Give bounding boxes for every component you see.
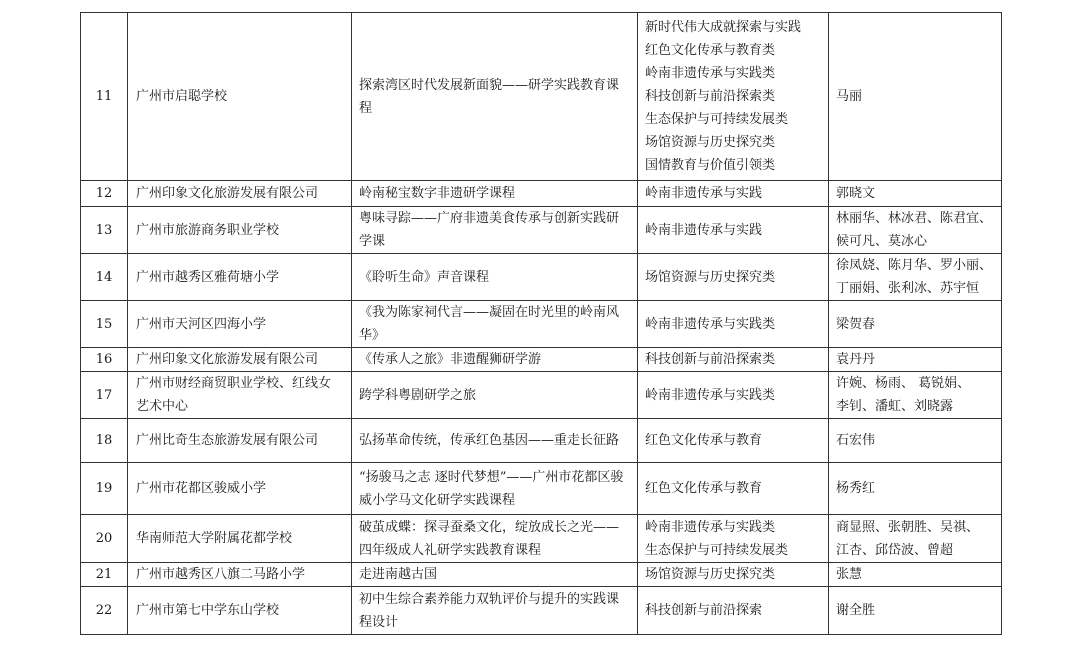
cell-category-line: 场馆资源与历史探究类 [645, 269, 776, 285]
cell-people-line: 杨秀红 [836, 481, 876, 496]
cell-category [638, 515, 829, 563]
cell-category-line: 科技创新与前沿探索 [645, 603, 763, 618]
cell-people [829, 419, 1002, 463]
cell-course [352, 348, 638, 372]
cell-course-line: “扬骏马之志 逐时代梦想”——广州市花都区骏威小学马文化研学实践课程 [359, 469, 624, 508]
cell-people-line: 李钊、潘虹、刘晓露 [836, 399, 954, 414]
table-row [81, 207, 1002, 254]
cell-people [829, 463, 1002, 515]
table-row [81, 181, 1002, 207]
table-row [81, 587, 1002, 635]
cell-number: 15 [81, 301, 128, 348]
cell-school: 广州印象文化旅游发展有限公司 [128, 348, 352, 372]
cell-category-line: 科技创新与前沿探索类 [645, 352, 776, 367]
cell-people-line: 林丽华、林冰君、陈君宜、 [836, 211, 993, 226]
cell-number: 20 [81, 515, 128, 563]
cell-course-line: 走进南越古国 [359, 567, 438, 582]
table-row [81, 419, 1002, 463]
cell-category-line: 场馆资源与历史探究类 [645, 135, 776, 150]
cell-category [638, 301, 829, 348]
cell-people [829, 181, 1002, 207]
cell-people-line: 马丽 [836, 89, 863, 104]
cell-category-line: 岭南非遗传承与实践类 [645, 519, 776, 535]
table-row [81, 515, 1002, 563]
cell-category-line: 岭南非遗传承与实践 [645, 222, 763, 238]
cell-people [829, 254, 1002, 301]
cell-school: 广州市天河区四海小学 [128, 301, 352, 348]
cell-number: 18 [81, 419, 128, 463]
cell-course-line: 岭南秘宝数字非遗研学课程 [359, 186, 516, 201]
cell-school: 广州印象文化旅游发展有限公司 [128, 181, 352, 207]
cell-course [352, 13, 638, 181]
cell-number: 13 [81, 207, 128, 254]
cell-school: 广州市越秀区雅荷塘小学 [128, 254, 352, 301]
cell-people [829, 301, 1002, 348]
cell-number: 19 [81, 463, 128, 515]
table-row [81, 563, 1002, 587]
cell-category [638, 372, 829, 419]
cell-category [638, 181, 829, 207]
cell-people-line: 商显照、张朝胜、吴祺、 [836, 519, 980, 535]
cell-course-line: 粤味寻踪——广府非遗美食传承与创新实践研学课 [359, 211, 620, 249]
cell-school [128, 372, 352, 419]
cell-people [829, 372, 1002, 419]
cell-category [638, 419, 829, 463]
cell-category [638, 563, 829, 587]
cell-course [352, 515, 638, 563]
cell-category [638, 348, 829, 372]
cell-course-line: 跨学科粤剧研学之旅 [359, 387, 477, 403]
cell-category-line: 生态保护与可持续发展类 [645, 542, 789, 558]
cell-number: 12 [81, 181, 128, 207]
table-body [81, 13, 1002, 635]
cell-course-line: 弘扬革命传统，传承红色基因——重走长征路 [359, 433, 620, 448]
cell-number: 14 [81, 254, 128, 301]
cell-course [352, 372, 638, 419]
cell-category-line: 生态保护与可持续发展类 [645, 112, 789, 127]
cell-school: 广州市第七中学东山学校 [128, 587, 352, 635]
cell-course-line: 《传承人之旅》非遗醒狮研学游 [359, 352, 542, 367]
cell-course-line: 《聆听生命》声音课程 [359, 269, 490, 285]
cell-course-line: 初中生综合素养能力双轨评价与提升的实践课程设计 [359, 591, 620, 630]
cell-category-line: 岭南非遗传承与实践类 [645, 387, 776, 403]
cell-people-line: 徐凤娆、陈月华、罗小丽、 [836, 258, 993, 273]
cell-school: 广州市启聪学校 [128, 13, 352, 181]
cell-course [352, 301, 638, 348]
cell-course [352, 181, 638, 207]
cell-people-line: 江杏、邱岱波、曾超 [836, 542, 954, 558]
cell-number: 17 [81, 372, 128, 419]
cell-people-line: 许婉、杨雨、 葛锐娟、 [836, 376, 971, 391]
cell-people-line: 候可凡、莫冰心 [836, 234, 928, 249]
table-row [81, 372, 1002, 419]
cell-course [352, 563, 638, 587]
cell-category-line: 岭南非遗传承与实践类 [645, 66, 776, 81]
cell-course-line: 探索湾区时代发展新面貌——研学实践教育课程 [359, 77, 620, 116]
cell-course-line: 《我为陈家祠代言——凝固在时光里的岭南风华》 [359, 305, 620, 343]
cell-people-line: 丁丽娟、张利冰、苏宇恒 [836, 281, 980, 296]
table-row [81, 301, 1002, 348]
cell-category-line: 红色文化传承与教育类 [645, 43, 776, 58]
cell-people-line: 张慧 [836, 567, 863, 582]
cell-category [638, 207, 829, 254]
cell-course [352, 254, 638, 301]
table-row [81, 348, 1002, 372]
cell-category [638, 463, 829, 515]
cell-number: 22 [81, 587, 128, 635]
cell-school-line: 广州市财经商贸职业学校、红线女 [136, 376, 332, 391]
cell-category [638, 13, 829, 181]
cell-course [352, 419, 638, 463]
cell-school: 广州比奇生态旅游发展有限公司 [128, 419, 352, 463]
cell-category-line: 场馆资源与历史探究类 [645, 567, 776, 582]
cell-people [829, 515, 1002, 563]
cell-number: 21 [81, 563, 128, 587]
cell-category-line: 岭南非遗传承与实践类 [645, 316, 776, 332]
cell-people [829, 13, 1002, 181]
cell-category [638, 587, 829, 635]
cell-people-line: 石宏伟 [836, 433, 876, 448]
cell-school: 广州市旅游商务职业学校 [128, 207, 352, 254]
cell-school: 广州市花都区骏威小学 [128, 463, 352, 515]
cell-people [829, 348, 1002, 372]
table-row [81, 13, 1002, 181]
cell-people-line: 袁丹丹 [836, 352, 876, 367]
cell-number: 16 [81, 348, 128, 372]
cell-people-line: 谢全胜 [836, 603, 876, 618]
cell-people-line: 郭晓文 [836, 186, 876, 201]
cell-people-line: 梁贺春 [836, 316, 876, 332]
cell-school: 广州市越秀区八旗二马路小学 [128, 563, 352, 587]
cell-course [352, 463, 638, 515]
cell-school: 华南师范大学附属花都学校 [128, 515, 352, 563]
cell-category [638, 254, 829, 301]
award-list-table [80, 12, 1002, 635]
cell-category-line: 红色文化传承与教育 [645, 433, 763, 448]
table-row [81, 254, 1002, 301]
cell-people [829, 587, 1002, 635]
cell-people [829, 563, 1002, 587]
table-row [81, 463, 1002, 515]
cell-people [829, 207, 1002, 254]
cell-category-line: 国情教育与价值引领类 [645, 158, 776, 173]
cell-category-line: 岭南非遗传承与实践 [645, 186, 763, 201]
cell-course-line: 破茧成蝶：探寻蚕桑文化，绽放成长之光——四年级成人礼研学实践教育课程 [359, 519, 620, 558]
cell-number: 11 [81, 13, 128, 181]
cell-category-line: 红色文化传承与教育 [645, 481, 763, 496]
cell-category-line: 科技创新与前沿探索类 [645, 89, 776, 104]
cell-category-line: 新时代伟大成就探索与实践 [645, 20, 802, 35]
cell-course [352, 207, 638, 254]
cell-school-line: 艺术中心 [136, 399, 189, 414]
cell-course [352, 587, 638, 635]
